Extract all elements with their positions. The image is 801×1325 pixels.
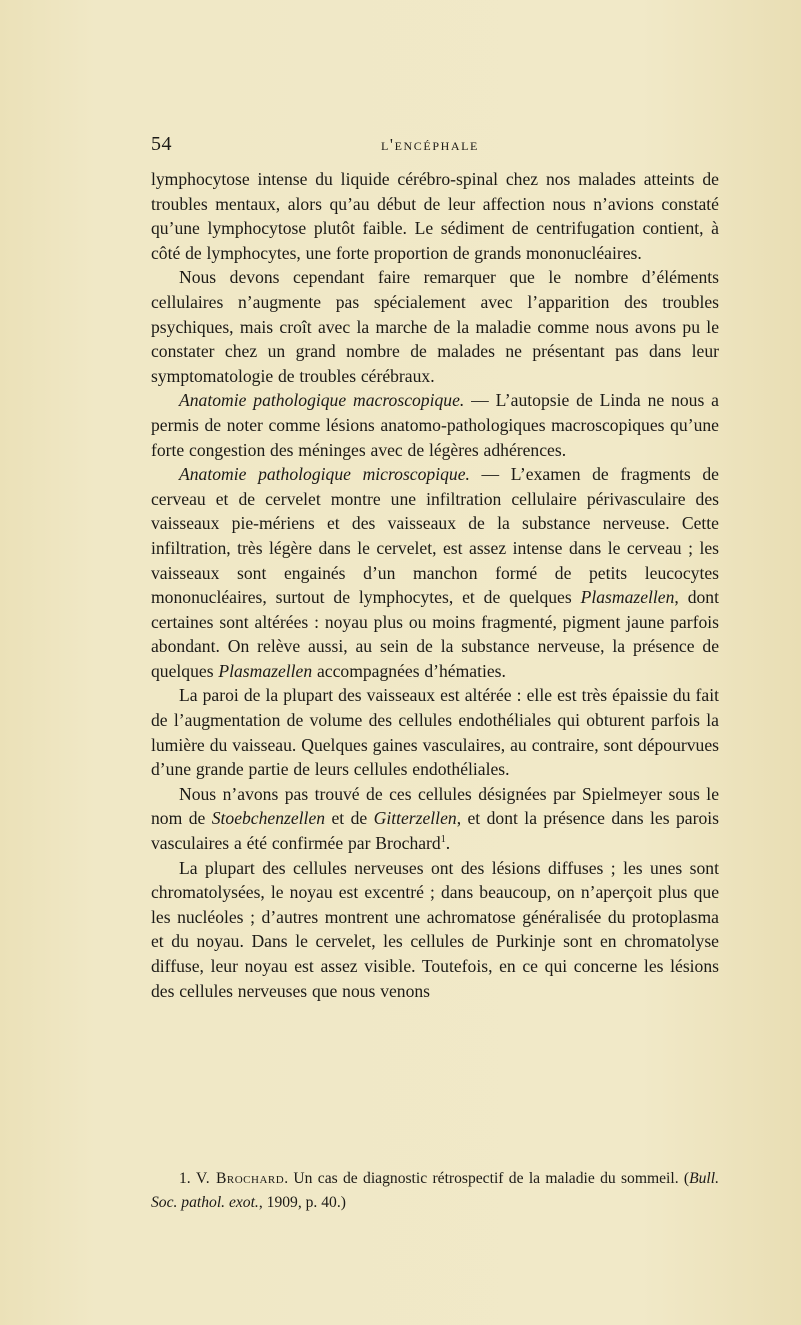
text-segment: — L’examen de fragments de cerveau et de cervelet montre une infiltration cellulaire périvasculaire des vaisseaux pie-mériens et des vaisseaux de la substance nerveuse. Cette infiltration, très légère dans le cervelet, est assez intense dans le cerveau ; les vaisseaux sont engainés d’un manchon formé de petits leucocytes mononucléaires, surtout de lymphocytes, et de quelques	[151, 464, 719, 608]
paragraph-p1	[151, 167, 719, 265]
italic-text: Plasmazellen	[218, 660, 313, 681]
text-segment: Nous n’avons pas trouvé de ces cellules désignées par Spielmeyer sous le nom de	[151, 783, 719, 829]
footnote-ref: 1	[440, 834, 446, 846]
paragraph-p6	[151, 782, 719, 856]
footnote-number: 1.	[179, 1170, 191, 1187]
running-head: l'encéphale	[381, 135, 479, 154]
paragraph-p3	[151, 388, 719, 462]
footnote-author: V. Brochard	[196, 1170, 285, 1187]
text-segment: accompagnées d’hématies.	[312, 660, 506, 681]
italic-text: Stoebchenzellen	[211, 808, 326, 829]
footnote-text-a: . Un cas de diagnostic rétrospectif de la maladie du sommeil. (	[284, 1170, 690, 1187]
text-segment: Nous devons cependant faire remarquer que le nombre d’éléments cellulaires n’augmente pas spécialement avec l’apparition des troubles psychiques, mais croît avec la marche de la maladie comme nous avons pu le constater chez un grand nombre de malades ne présentant pas dans leur symptomatologie de troubles cérébraux.	[151, 267, 719, 386]
paragraph-p4	[151, 462, 719, 683]
footnote-entry	[151, 1167, 719, 1214]
text-segment: , et dont la présence dans les parois vasculaires a été confirmée par Brochard	[151, 808, 719, 854]
footnote-text-b: , 1909, p. 40.)	[258, 1193, 346, 1211]
text-segment: .	[445, 833, 451, 854]
paragraph-p5	[151, 683, 719, 781]
text-segment: et de	[325, 808, 374, 829]
page-header	[151, 133, 721, 157]
text-segment: lymphocytose intense du liquide cérébro-spinal chez nos malades atteints de troubles mentaux, alors qu’au début de leur affection nous n’avions constaté qu’une lymphocytose plutôt faible. Le sédiment de centrifugation contient, à côté de lymphocytes, une forte proportion de grands mononucléaires.	[151, 169, 719, 263]
footnote-journal: Bull. Soc. pathol. exot.	[151, 1170, 719, 1211]
body-text	[151, 167, 719, 1003]
italic-text: Gitterzellen	[373, 808, 457, 829]
italic-text: Anatomie pathologique macroscopique.	[179, 390, 465, 411]
footnote	[151, 1167, 719, 1214]
text-segment: La paroi de la plupart des vaisseaux est altérée : elle est très épaissie du fait de l’augmentation de volume des cellules endothéliales qui obturent parfois la lumière du vaisseau. Quelques gaines vasculaires, au contraire, sont dépourvues d’une grande partie de leurs cellules endothéliales.	[151, 685, 719, 780]
page-number: 54	[151, 133, 172, 155]
italic-text: Plasmazellen	[580, 587, 675, 608]
text-segment: La plupart des cellules nerveuses ont des lésions diffuses ; les unes sont chromatolysées, le noyau est excentré ; dans beaucoup, on n’aperçoit plus que les nucléoles ; d’autres montrent une achromatose généralisée du protoplasma et du noyau. Dans le cervelet, les cellules de Purkinje sont en chromatolyse diffuse, leur noyau est assez visible. Toutefois, en ce qui concerne les lésions des cellules nerveuses que nous venons	[151, 857, 719, 1001]
paragraph-p2	[151, 265, 719, 388]
paragraph-p7	[151, 856, 719, 1004]
text-segment: , dont certaines sont altérées : noyau plus ou moins fragmenté, pigment jaune parfois abondant. On relève aussi, au sein de la substance nerveuse, la présence de quelques	[151, 587, 719, 681]
italic-text: Anatomie pathologique microscopique.	[179, 464, 470, 485]
text-segment: — L’autopsie de Linda ne nous a permis de noter comme lésions anatomo-pathologiques macroscopiques qu’une forte congestion des méninges avec de légères adhérences.	[151, 390, 719, 460]
